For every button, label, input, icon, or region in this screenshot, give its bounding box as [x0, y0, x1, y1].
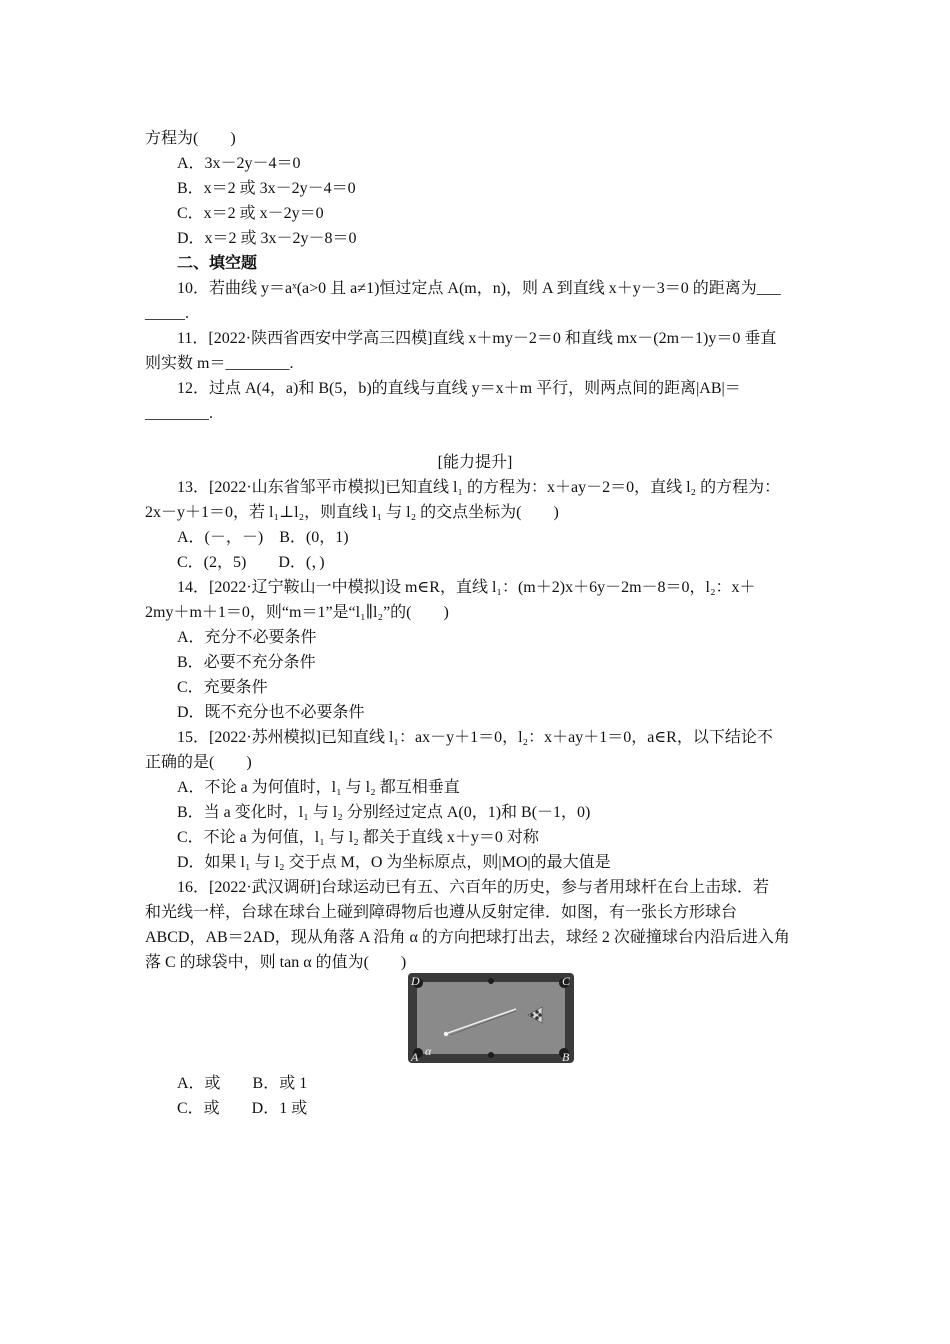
ball [530, 1013, 534, 1017]
ball [535, 1016, 539, 1020]
corner-label-b: B [562, 1050, 570, 1063]
text-line: 方程为( ) [145, 130, 236, 147]
question-line: 11．[2022·陕西省西安中学高三四模]直线 x＋my－2＝0 和直线 mx－(2m－1)y＝0 垂直 [177, 330, 777, 347]
billiard-table-image [408, 973, 574, 1063]
billiard-table-figure [408, 973, 574, 1063]
option-line: C．不论 a 为何值，l₁ 与 l₂ 都关于直线 x＋y＝0 对称 [177, 829, 539, 846]
text-line: 落 C 的球袋中，则 tan α 的值为( ) [145, 954, 407, 971]
text-line: 则实数 m＝________. [145, 355, 294, 372]
option-line: A．(－，－) B．(0，1) [177, 529, 349, 546]
corner-label-a: A [411, 1050, 419, 1063]
section-heading: 二、填空题 [177, 255, 258, 272]
section-heading: [能力提升] [437, 454, 513, 471]
ball [535, 1010, 539, 1014]
ball [538, 1013, 542, 1017]
text-line: 和光线一样，台球在球台上碰到障碍物后也遵从反射定律．如图，有一张长方形球台 [145, 904, 738, 921]
text-line: 2my＋m＋1＝0，则“m＝1”是“l₁∥l₂”的( ) [145, 604, 449, 621]
corner-label-d: D [411, 974, 420, 988]
option-line: C．或 D．1 或 [177, 1100, 308, 1117]
question-line: 10．若曲线 y＝aˣ(a>0 且 a≠1)恒过定点 A(m，n)，则 A 到直线 x＋y－3＝0 的距离为___ [177, 280, 781, 297]
text-line: ________. [145, 405, 213, 422]
question-line: 12．过点 A(4，a)和 B(5，b)的直线与直线 y＝x＋m 平行，则两点间的距离|AB|＝ [177, 380, 741, 397]
option-line: D．如果 l₁ 与 l₂ 交于点 M，O 为坐标原点，则|MO|的最大值是 [177, 854, 611, 871]
text-line: 2x－y＋1＝0，若 l₁⊥l₂，则直线 l₁ 与 l₂ 的交点坐标为( ) [145, 504, 559, 521]
text-line: ABCD，AB＝2AD，现从角落 A 沿角 α 的方向把球打出去，球经 2 次碰撞球台内沿后进入角 [145, 929, 790, 946]
text-line: 正确的是( ) [145, 754, 252, 771]
option-line: D．既不充分也不必要条件 [177, 704, 365, 721]
option-line: B．x＝2 或 3x－2y－4＝0 [177, 180, 356, 197]
corner-label-c: C [562, 974, 571, 988]
pocket [488, 978, 494, 984]
text-line: _____. [145, 305, 189, 322]
option-line: A．3x－2y－4＝0 [177, 155, 301, 172]
angle-label-alpha: α [425, 1044, 432, 1058]
option-line: A．或 B．或 1 [177, 1075, 308, 1092]
question-line: 15．[2022·苏州模拟]已知直线 l₁：ax－y＋1＝0，l₂：x＋ay＋1＝0，a∈R，以下结论不 [177, 729, 773, 746]
question-line: 16．[2022·武汉调研]台球运动已有五、六百年的历史，参与者用球杆在台上击球．若 [177, 879, 769, 896]
option-line: A．充分不必要条件 [177, 629, 317, 646]
question-line: 14．[2022·辽宁鞍山一中模拟]设 m∈R，直线 l₁：(m＋2)x＋6y－2m－8＝0，l₂：x＋ [177, 579, 756, 596]
option-line: B．当 a 变化时，l₁ 与 l₂ 分别经过定点 A(0，1)和 B(－1，0) [177, 804, 591, 821]
option-line: B．必要不充分条件 [177, 654, 316, 671]
option-line: C．x＝2 或 x－2y＝0 [177, 205, 324, 222]
option-line: A．不论 a 为何值时，l₁ 与 l₂ 都互相垂直 [177, 779, 460, 796]
option-line: C．充要条件 [177, 679, 268, 696]
pocket [488, 1052, 494, 1058]
cue-ball [444, 1032, 448, 1036]
option-line: D．x＝2 或 3x－2y－8＝0 [177, 230, 357, 247]
option-line: C．(2，5) D．(，) [177, 554, 325, 571]
question-line: 13．[2022·山东省邹平市模拟]已知直线 l₁ 的方程为：x＋ay－2＝0，直线 l₂ 的方程为： [177, 479, 781, 496]
